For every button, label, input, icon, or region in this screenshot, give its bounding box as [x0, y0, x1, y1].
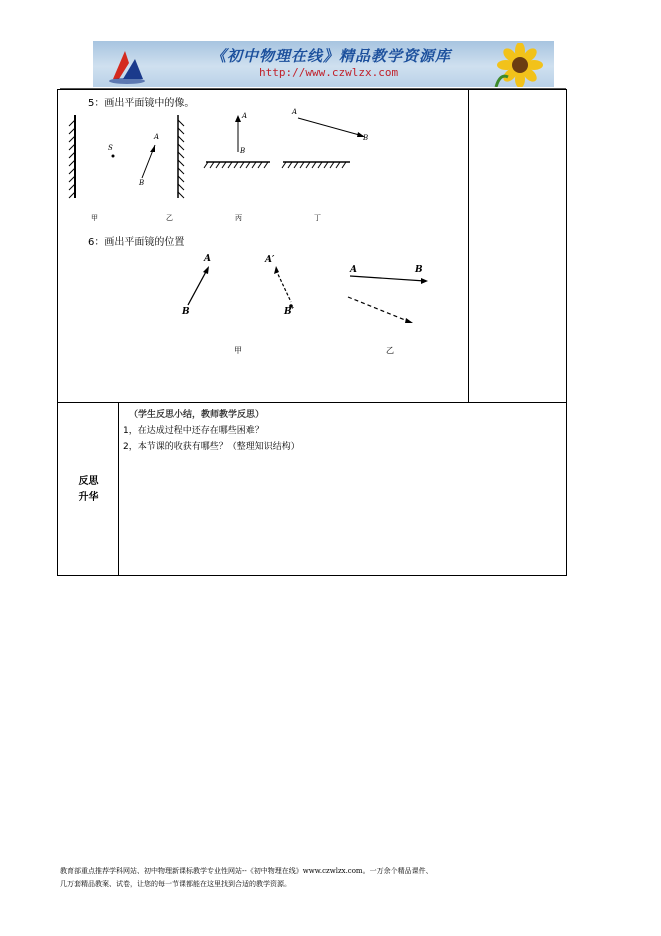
- footer-line-2: 几万套精品教案、试卷，让您的每一节课都能在这里找到合适的教学资源。: [60, 880, 291, 888]
- reflection-question-1: 1，在达成过程中还存在哪些困难？: [123, 426, 264, 436]
- header-banner: [93, 41, 554, 87]
- footer-note: [60, 865, 600, 891]
- caption-yi: 乙: [166, 214, 173, 222]
- label-b-bing: B: [240, 147, 246, 155]
- caption6-yi: 乙: [386, 346, 394, 355]
- exercise-6-title: 6：画出平面镜的位置: [88, 237, 185, 248]
- footer-line-1: 教育部重点推荐学科网站、初中物理新课标教学专业性网站--《初中物理在线》www.czwlzx.com。一万余个精品课件、: [60, 867, 433, 875]
- caption6-jia: 甲: [234, 346, 242, 355]
- reflection-label-cell: [58, 403, 119, 576]
- banner-url: http://www.czwlzx.com: [259, 66, 399, 79]
- label6-b: B: [182, 307, 190, 317]
- label6-a: A: [204, 254, 211, 264]
- sunflower-icon: [490, 43, 550, 87]
- label-a-yi: A: [154, 133, 160, 141]
- reflection-heading: （学生反思小结，教师教学反思）: [129, 410, 265, 420]
- reflection-label-line2: 升华: [78, 492, 99, 503]
- label-b-yi: B: [139, 179, 145, 187]
- caption-bing: 丙: [235, 214, 242, 222]
- notes-cell: [469, 90, 567, 403]
- banner-title: 《初中物理在线》精品教学资源库: [211, 47, 452, 65]
- label-a-ding: A: [292, 108, 298, 116]
- reflection-label-line1: 反思: [78, 476, 99, 487]
- label-b-ding: B: [363, 134, 369, 142]
- lesson-table: [57, 89, 567, 576]
- label-a-bing: A: [242, 112, 248, 120]
- label6-a-prime: A′: [265, 255, 275, 265]
- reflection-content-cell: [119, 403, 567, 576]
- logo-icon: [105, 45, 155, 85]
- exercise-cell: [58, 90, 469, 403]
- caption-ding: 丁: [314, 214, 321, 222]
- label6-b-yi: B: [415, 265, 423, 275]
- reflection-question-2: 2，本节课的收获有哪些？（整理知识结构）: [123, 442, 300, 452]
- exercise-5-title: 5：画出平面镜中的像。: [88, 98, 195, 109]
- label6-a-yi: A: [350, 265, 357, 275]
- label6-b-prime: B′: [284, 307, 294, 317]
- caption-jia: 甲: [91, 214, 98, 222]
- label-s: S: [108, 144, 113, 152]
